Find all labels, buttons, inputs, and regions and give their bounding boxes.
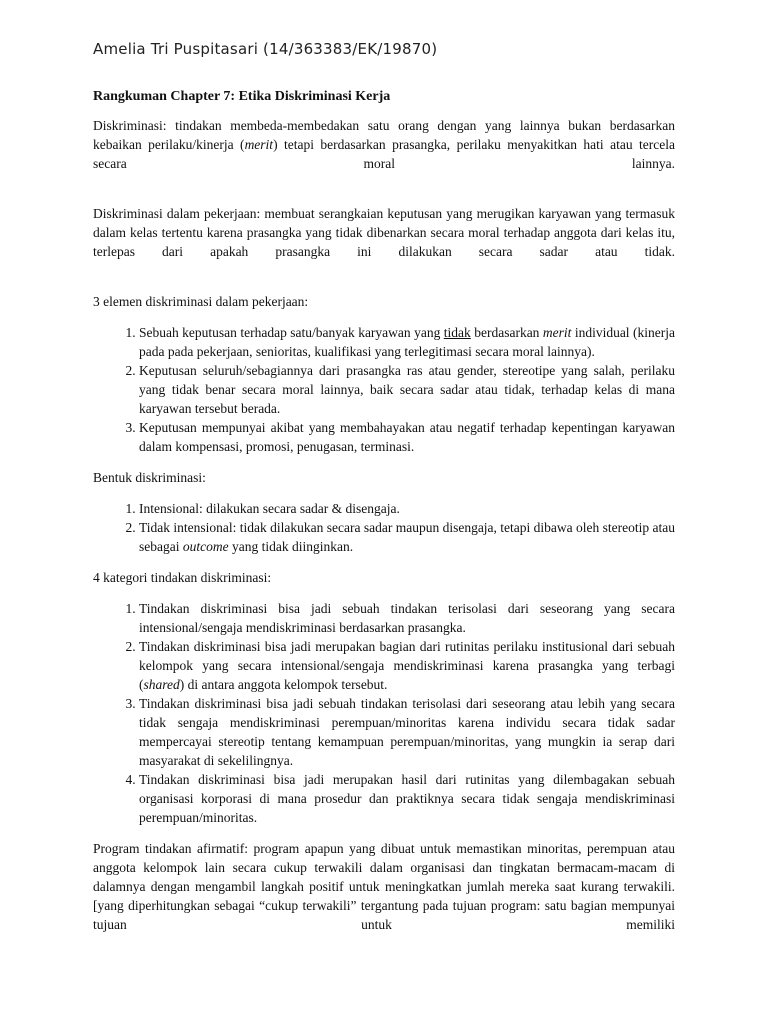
- list-item: 1. Tindakan diskriminasi bisa jadi sebuah tindakan terisolasi dari seseorang yang secara intensional/sengaja mendiskriminasi berdasarkan prasangka.: [139, 599, 675, 637]
- paragraph-diskriminasi: Diskriminasi: tindakan membeda-membedakan satu orang dengan yang lainnya bukan berdasarkan kebaikan perilaku/kinerja (merit) tetapi berdasarkan prasangka, perilaku menyakitkan hati atau tercela secara moral lainnya.: [93, 118, 675, 171]
- merit-term: merit: [542, 325, 572, 340]
- list-item: 4. Tindakan diskriminasi bisa jadi merupakan hasil dari rutinitas yang dilembagakan sebuah organisasi korporasi di mana prosedur dan praktiknya secara tidak sengaja mendiskriminasi perempuan/minoritas.: [139, 770, 675, 827]
- shared-term: shared: [143, 677, 180, 692]
- author-header: Amelia Tri Puspitasari (14/363383/EK/19870): [93, 40, 438, 58]
- kategori-list: [93, 599, 675, 827]
- tidak-underlined: tidak: [443, 325, 471, 340]
- paragraph-diskriminasi-pekerjaan: Diskriminasi dalam pekerjaan: membuat serangkaian keputusan yang merugikan karyawan yang termasuk dalam kelas tertentu karena prasangka yang tidak dibenarkan secara moral terhadap anggota dari kelas itu, terlepas dari apakah prasangka ini dilakukan secara sadar atau tidak.: [93, 206, 675, 259]
- list-item: 3. Keputusan mempunyai akibat yang membahayakan atau negatif terhadap kepentingan karyawan dalam kompensasi, promosi, penugasan, terminasi.: [139, 418, 675, 456]
- list-item: 2. Keputusan seluruh/sebagiannya dari prasangka ras atau gender, stereotipe yang salah, perilaku yang tidak benar secara moral lainnya, baik secara sadar atau tidak, terhadap kelas di mana karyawan tersebut berada.: [139, 361, 675, 418]
- kategori-heading: 4 kategori tindakan diskriminasi:: [93, 570, 272, 585]
- merit-term: merit: [244, 137, 274, 152]
- list-item: 1. Intensional: dilakukan secara sadar & disengaja.: [139, 499, 675, 518]
- outcome-term: outcome: [182, 539, 229, 554]
- bentuk-list: [93, 499, 675, 556]
- list-item: 2. Tidak intensional: tidak dilakukan secara sadar maupun disengaja, tetapi dibawa oleh stereotip atau sebagai outcome yang tidak diinginkan.: [139, 518, 675, 556]
- paragraph-tindakan-afirmatif: Program tindakan afirmatif: program apapun yang dibuat untuk memastikan minoritas, perempuan atau anggota kelompok lain secara cukup terwakili dalam organisasi dan tingkatan bermacam-macam di dalamnya dengan mengambil langkah positif untuk meningkatkan jumlah mereka saat kurang terwakili. [yang diperhitungkan sebagai “cukup terwakili” tergantung pada tujuan program: satu bagian mempunyai tujuan untuk memiliki: [93, 841, 675, 932]
- elemen-list: [93, 323, 675, 456]
- elemen-heading: 3 elemen diskriminasi dalam pekerjaan:: [93, 294, 309, 309]
- list-item: 1. Sebuah keputusan terhadap satu/banyak karyawan yang tidak berdasarkan merit individual (kinerja pada pada pekerjaan, senioritas, kualifikasi yang terlegitimasi secara moral lainnya).: [139, 323, 675, 361]
- list-item: 3. Tindakan diskriminasi bisa jadi sebuah tindakan terisolasi dari seseorang atau lebih yang secara tidak sengaja mendiskriminasi perempuan/minoritas karena individu secara tidak sadar mempercayai stereotip tentang kemampuan perempuan/minoritas, yang mungkin ia serap dari masyarakat di sekelilingnya.: [139, 694, 675, 770]
- list-item: 2. Tindakan diskriminasi bisa jadi merupakan bagian dari rutinitas perilaku institusional dari sebuah kelompok yang secara intensional/sengaja mendiskriminasi karena prasangka yang terbagi (shared) di antara anggota kelompok tersebut.: [139, 637, 675, 694]
- document-title: Rangkuman Chapter 7: Etika Diskriminasi Kerja: [93, 89, 391, 104]
- bentuk-heading: Bentuk diskriminasi:: [93, 470, 206, 485]
